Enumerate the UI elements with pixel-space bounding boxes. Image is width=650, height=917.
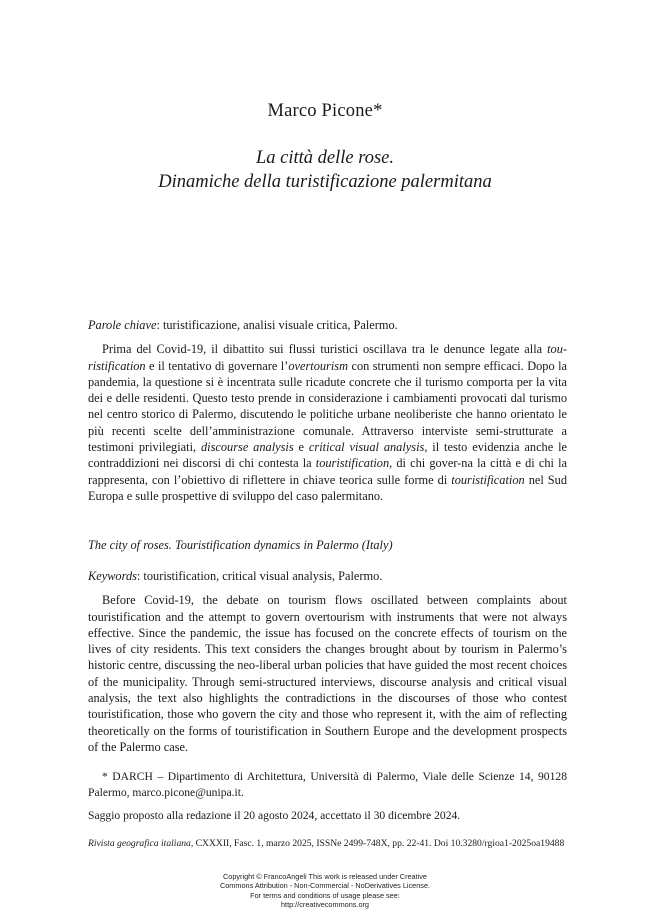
abstract-italic-term: discourse analysis <box>200 440 294 455</box>
affiliation-note: * DARCH – Dipartimento di Architettura, Università di Palermo, Viale delle Scienze 14, 90128 Palermo, marco.picone@unipa.it. <box>88 770 567 799</box>
license-line: For terms and conditions of usage please see: <box>250 890 400 900</box>
author-name: Marco Picone* <box>267 101 383 121</box>
journal-details: , CXXXII, Fasc. 1, marzo 2025, ISSNe 2499-748X, pp. 22-41. Doi 10.3280/rgioa1-2025oa19488 <box>190 838 565 849</box>
english-title: The city of roses. Touristification dynamics in Palermo (Italy) <box>88 538 393 552</box>
abstract-italian <box>88 317 567 504</box>
license-line: Copyright © FrancoAngeli This work is released under Creative <box>223 872 427 881</box>
license-link[interactable]: http://creativecommons.org <box>280 900 369 910</box>
license-notice <box>175 872 475 910</box>
keywords-text: : turistificazione, analisi visuale critica, Palermo. <box>156 318 398 332</box>
abstract-text: nel Sud Europa e sulle prospettive di sviluppo del caso palermitano. <box>88 472 567 503</box>
abstract-italic-term: tou-ristification <box>88 342 567 373</box>
title-line-2: Dinamiche della turistificazione palermitana <box>158 172 492 192</box>
abstract-italic-term: touristification <box>315 456 390 471</box>
journal-citation <box>88 838 567 850</box>
keywords-english <box>88 568 567 584</box>
keywords-italian <box>88 317 567 333</box>
abstract-italic-term: touristification <box>451 472 525 487</box>
abstract-text: , il testo evidenzia anche le contraddizioni nei discorsi di chi contesta la <box>88 440 567 471</box>
journal-name: Rivista geografica italiana <box>88 838 191 849</box>
abstract-english <box>88 568 567 755</box>
license-line: Commons Attribution - Non-Commercial - NoDerivatives License. <box>219 881 431 891</box>
abstract-text: Prima del Covid-19, il dibattito sui flussi turistici oscillava tra le denunce legate alla <box>102 342 548 357</box>
keywords-label: Parole chiave <box>88 318 157 332</box>
footnote <box>88 769 567 824</box>
abstract-text: e il tentativo di governare l’ <box>145 358 289 373</box>
abstract-text: con strumenti non sempre efficaci. Dopo la pandemia, la questione si è incentrata sulle ricadute concrete che il turismo comporta per la vita dei e delle residenti. Questo testo prende in considerazione i cambiamenti provocati dal turismo nel centro storico di Palermo, discutendo le politiche urbane neoliberiste che hanno orientato le più recenti scelte dell’amministrazione comunale. Attraverso interviste semi-strutturate a testimoni privilegiati, <box>88 358 567 455</box>
abstract-italic-term: overtourism <box>288 358 349 373</box>
paper-title <box>100 146 550 194</box>
abstract-text: , di chi gover-na la città e di chi la rappresenta, con l’obiettivo di riflettere in chiave teorica sulle forme di <box>88 456 567 487</box>
keywords-text: : touristification, critical visual analysis, Palermo. <box>136 569 383 583</box>
keywords-label: Keywords <box>88 569 137 583</box>
title-line-1: La città delle rose. <box>255 148 395 168</box>
abstract-text: e <box>293 440 309 455</box>
abstract-italian-body <box>88 341 567 504</box>
submission-dates: Saggio proposto alla redazione il 20 agosto 2024, accettato il 30 dicembre 2024. <box>88 809 461 822</box>
abstract-italic-term: critical visual analysis <box>308 440 425 455</box>
abstract-english-body: Before Covid-19, the debate on tourism flows oscillated between complaints about touristification and the attempt to govern overtourism with instruments that were not always effective. Since the pandemic, the issue has focused on the concrete effects of tourism on the lives of city residents. This text considers the changes brought about by tourism in Palermo’s historic centre, discussing the neo-liberal urban policies that have guided the most recent choices of the municipality. Through semi-structured interviews, discourse analysis and critical visual analysis, the text also highlights the contradictions in the discourses of those who contest touristification, those who govern the city and those who represent it, with the aim of reflecting theoretically on the forms of touristification in Southern Europe and the development prospects of the Palermo case. <box>88 593 567 754</box>
